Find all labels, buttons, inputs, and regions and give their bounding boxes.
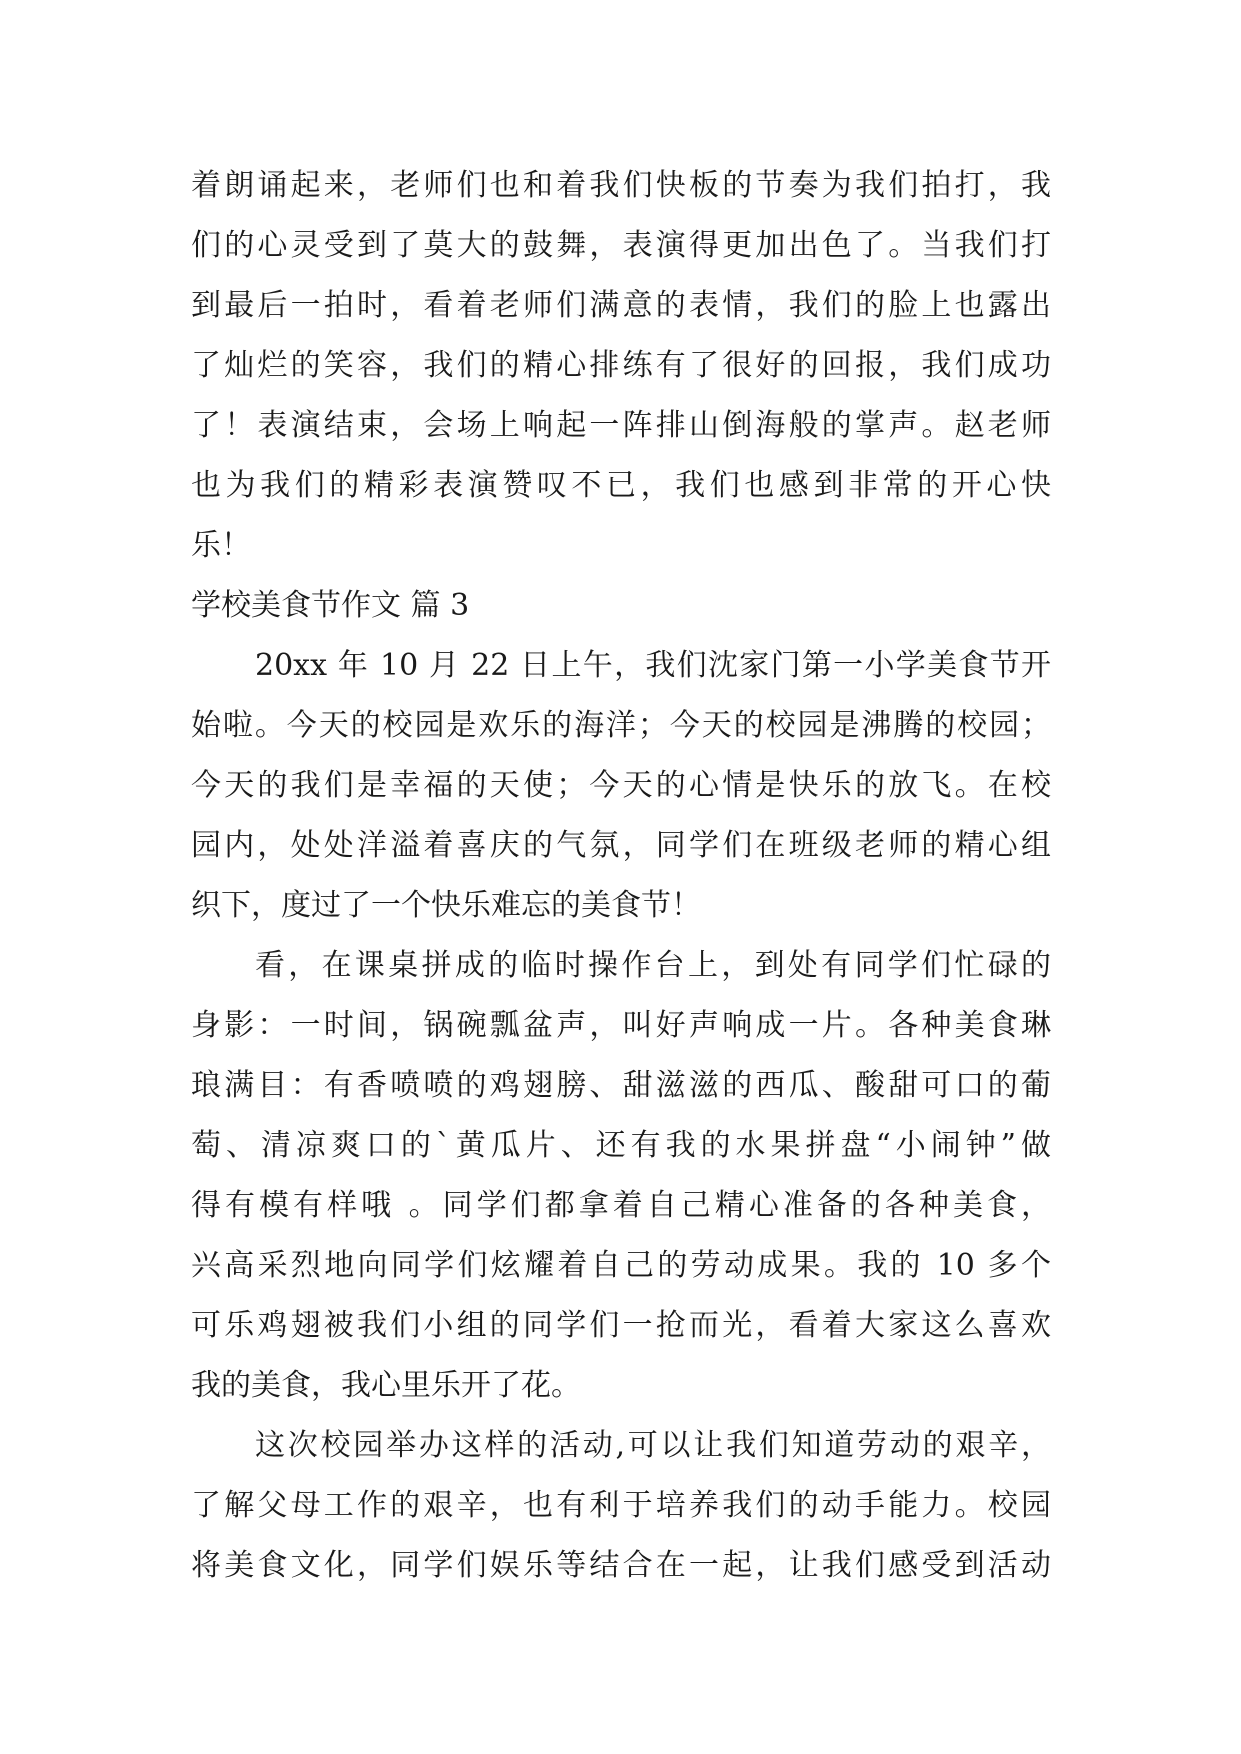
document-body [191, 156, 1051, 1596]
text-line: 萄、清凉爽口的`黄瓜片、还有我的水果拼盘“小闹钟”做 [191, 1128, 1051, 1163]
text-line: 乐！ [191, 528, 251, 563]
text-line: 园内，处处洋溢着喜庆的气氛，同学们在班级老师的精心组 [191, 828, 1051, 863]
text-line: 兴高采烈地向同学们炫耀着自己的劳动成果。我的 10 多个 [191, 1248, 1051, 1283]
text-line: 琅满目：有香喷喷的鸡翅膀、甜滋滋的西瓜、酸甜可口的葡 [191, 1068, 1051, 1103]
text-line: 了灿烂的笑容，我们的精心排练有了很好的回报，我们成功 [191, 348, 1051, 383]
text-line: 今天的我们是幸福的天使；今天的心情是快乐的放飞。在校 [191, 768, 1051, 803]
text-line: 得有模有样哦 。同学们都拿着自己精心准备的各种美食， [191, 1188, 1051, 1223]
paragraph-1 [191, 636, 1051, 936]
text-line: 始啦。今天的校园是欢乐的海洋；今天的校园是沸腾的校园； [191, 708, 1051, 743]
text-line: 了解父母工作的艰辛，也有利于培养我们的动手能力。校园 [191, 1488, 1051, 1523]
text-line: 到最后一拍时，看着老师们满意的表情，我们的脸上也露出 [191, 288, 1051, 323]
text-line: 们的心灵受到了莫大的鼓舞，表演得更加出色了。当我们打 [191, 228, 1051, 263]
text-line: 也为我们的精彩表演赞叹不已，我们也感到非常的开心快 [191, 468, 1051, 503]
text-line: 可乐鸡翅被我们小组的同学们一抢而光，看着大家这么喜欢 [191, 1308, 1051, 1343]
section-heading: 学校美食节作文 篇 3 [191, 588, 470, 623]
text-line: 身影：一时间，锅碗瓢盆声，叫好声响成一片。各种美食琳 [191, 1008, 1051, 1043]
text-line: 这次校园举办这样的活动,可以让我们知道劳动的艰辛， [255, 1428, 1051, 1463]
text-line: 织下，度过了一个快乐难忘的美食节！ [191, 888, 701, 923]
text-line: 我的美食，我心里乐开了花。 [191, 1368, 581, 1403]
text-line: 将美食文化，同学们娱乐等结合在一起，让我们感受到活动 [191, 1548, 1051, 1583]
paragraph-3 [191, 1416, 1051, 1596]
paragraph-continued [191, 156, 1051, 576]
paragraph-2 [191, 936, 1051, 1416]
text-line: 着朗诵起来，老师们也和着我们快板的节奏为我们拍打，我 [191, 168, 1051, 203]
text-line: 看，在课桌拼成的临时操作台上，到处有同学们忙碌的 [255, 948, 1051, 983]
text-line: 了！表演结束，会场上响起一阵排山倒海般的掌声。赵老师 [191, 408, 1051, 443]
text-line: 20xx 年 10 月 22 日上午，我们沈家门第一小学美食节开 [255, 648, 1051, 683]
